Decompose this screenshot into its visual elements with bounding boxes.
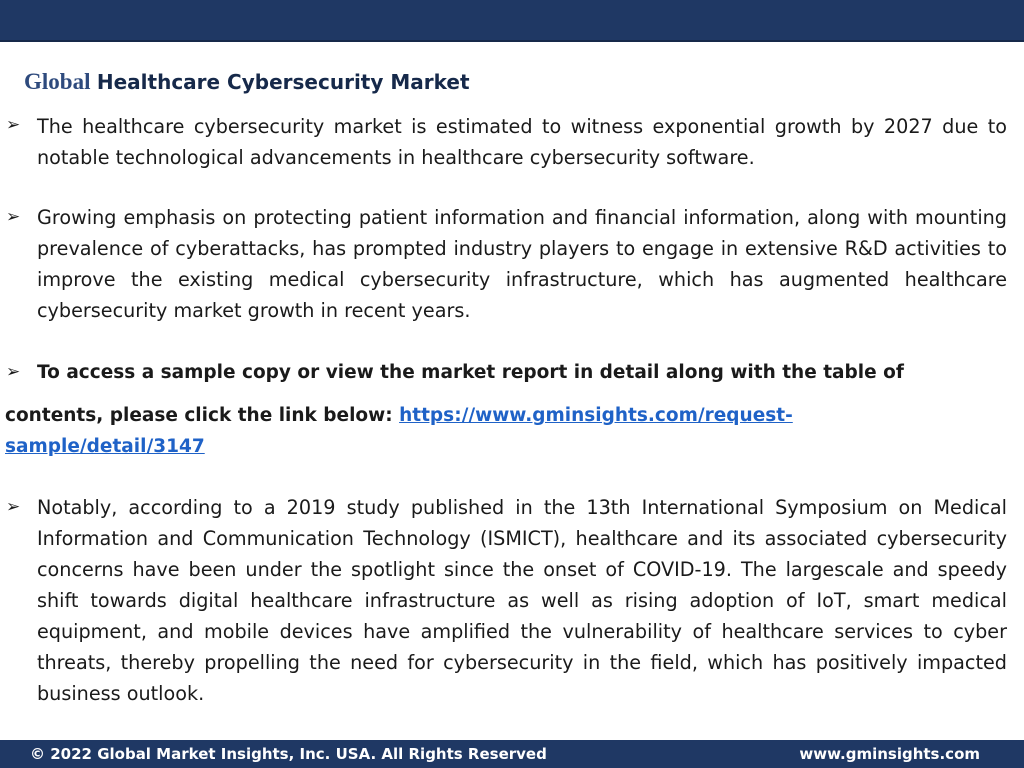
footer-bar <box>0 740 1024 768</box>
page-title <box>24 68 470 95</box>
footer-copyright: © 2022 Global Market Insights, Inc. USA. All Rights Reserved <box>30 745 547 763</box>
link-prefix: contents, please click the link below: <box>5 405 400 426</box>
top-banner <box>0 0 1024 42</box>
bullet-paragraph-1: The healthcare cybersecurity market is estimated to witness exponential growth by 2027 due to notable technological advancements in healthcare cybersecurity software. <box>37 115 1007 169</box>
arrowhead-bullet-icon: ➢ <box>6 497 21 517</box>
link-paragraph <box>5 400 845 462</box>
arrowhead-bullet-icon: ➢ <box>6 115 21 135</box>
bullet-paragraph-4: Notably, according to a 2019 study published in the 13th International Symposium on Medical Information and Communication Technology (ISMICT), healthcare and its associated cybersecurity concerns have been under the spotlight since the onset of COVID-19. The largescale and speedy shift towards digital healthcare infrastructure as well as rising adoption of IoT, smart medical equipment, and mobile devices have amplified the vulnerability of healthcare services to cyber threats, thereby propelling the need for cybersecurity in the field, which has positively impacted business outlook. <box>37 496 1007 705</box>
bullet-paragraph-2: Growing emphasis on protecting patient information and financial information, along with mounting prevalence of cyberattacks, has prompted industry players to engage in extensive R&D activities to improve the existing medical cybersecurity infrastructure, which has augmented healthcare cybersecurity market growth in recent years. <box>37 206 1007 322</box>
footer-website[interactable]: www.gminsights.com <box>799 745 980 763</box>
arrowhead-bullet-icon: ➢ <box>6 207 21 227</box>
request-sample-link[interactable]: https://www.gminsights.com/request-sample/detail/3147 <box>5 405 793 457</box>
title-global: Global <box>24 69 91 94</box>
arrowhead-bullet-icon: ➢ <box>6 362 21 382</box>
title-rest: Healthcare Cybersecurity Market <box>96 70 470 94</box>
sample-copy-text: To access a sample copy or view the market report in detail along with the table of <box>37 362 904 383</box>
